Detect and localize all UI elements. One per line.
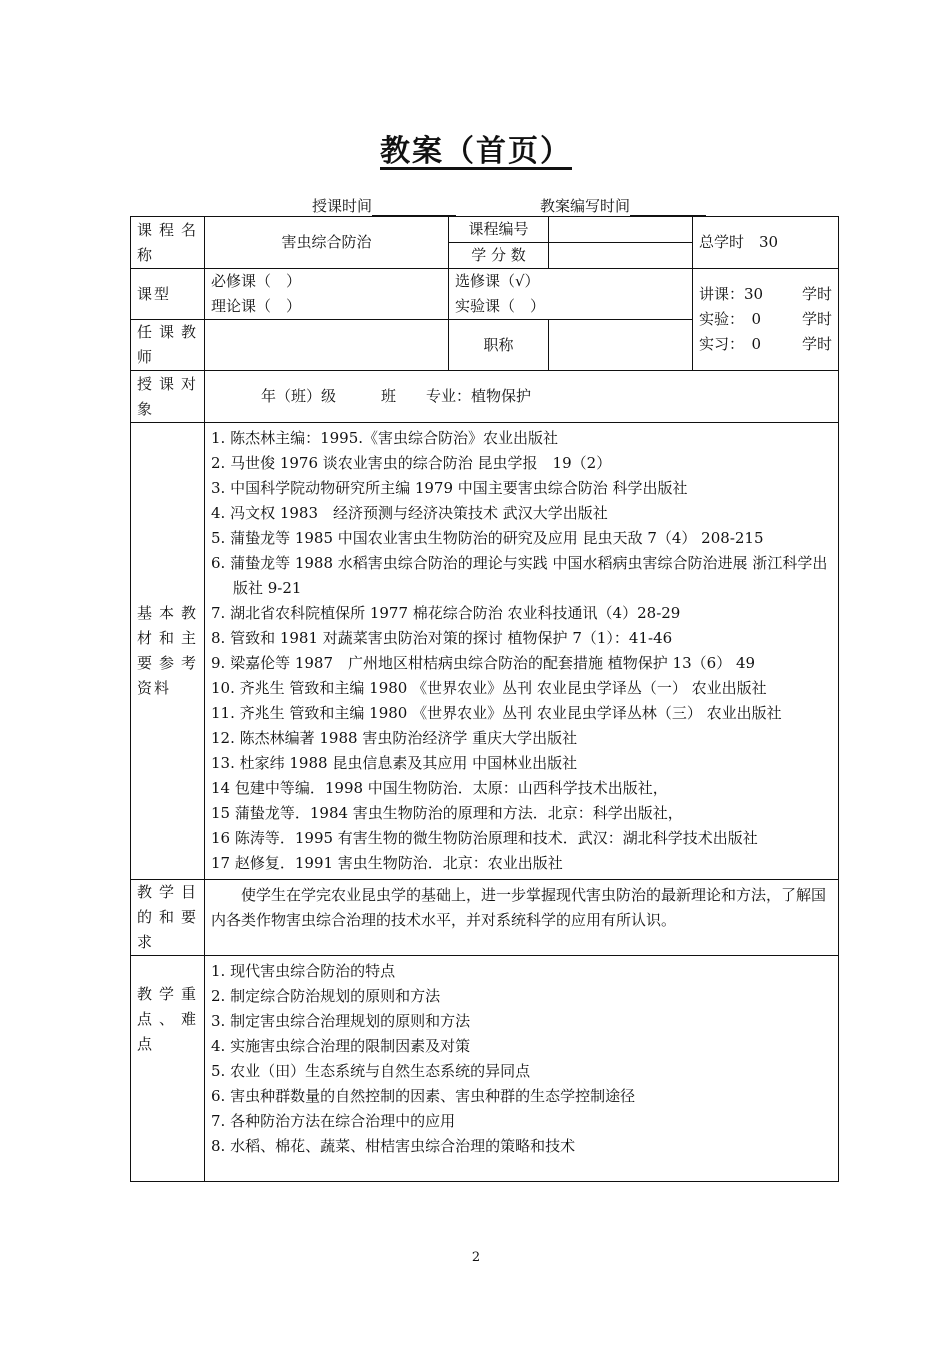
goals-text: 使学生在学完农业昆虫学的基础上，进一步掌握现代害虫防治的最新理论和方法，了解国内各类作物害虫综合治理的技术水平，并对系统科学的应用有所认识。 (211, 886, 827, 929)
list-item: 3. 中国科学院动物研究所主编 1979 中国主要害虫综合防治 科学出版社 (211, 479, 688, 497)
target-value: 年（班）级 班 专业：植物保护 (205, 371, 839, 423)
list-item: 8. 管致和 1981 对蔬菜害虫防治对策的探讨 植物保护 7（1）：41-46 (211, 629, 673, 647)
goals-cell (205, 880, 839, 956)
practice-unit: 学时 (801, 335, 832, 353)
list-item: 1. 现代害虫综合防治的特点 (211, 962, 396, 980)
hours-breakdown (693, 269, 839, 371)
key-points-label: 教学重点、难点 (131, 956, 205, 1182)
page-number: 2 (471, 1250, 481, 1265)
list-item: 1. 陈杰林主编：1995.《害虫综合防治》农业出版社 (211, 429, 559, 447)
key-points-list (211, 956, 832, 1162)
list-item: 6. 蒲蛰龙等 1988 水稻害虫综合防治的理论与实践 中国水稻病虫害综合防治进展 浙江科学出版社 9-21 (211, 554, 828, 597)
type-right-cell (449, 269, 693, 320)
list-item: 2. 马世俊 1976 谈农业害虫的综合防治 昆虫学报 19（2） (211, 454, 612, 472)
teach-time-blank[interactable] (372, 200, 456, 216)
credits-label: 学 分 数 (449, 243, 549, 269)
type-left-cell (205, 269, 449, 320)
key-points-cell (205, 956, 839, 1182)
goals-label: 教学目的和要求 (131, 880, 205, 956)
write-time-label: 教案编写时间 (540, 197, 631, 215)
list-item: 17 赵修复．1991 害虫生物防治．北京：农业出版社 (211, 854, 563, 872)
course-code-value[interactable] (549, 217, 693, 243)
type-label: 课型 (131, 269, 205, 320)
job-title-value[interactable] (549, 320, 693, 371)
lecture-unit: 学时 (801, 285, 832, 303)
list-item: 7. 各种防治方法在综合治理中的应用 (211, 1112, 456, 1130)
target-label: 授课对象 (131, 371, 205, 423)
required-option[interactable]: 必修课（ ） (211, 272, 302, 290)
experiment-unit: 学时 (801, 310, 832, 328)
lecture-hours: 讲课：30 (699, 285, 764, 303)
list-item: 13. 杜家纬 1988 昆虫信息素及其应用 中国林业出版社 (211, 754, 578, 772)
teach-time-line (312, 195, 456, 216)
practice-hours: 实习： 0 (699, 335, 762, 353)
list-item: 11. 齐兆生 管致和主编 1980 《世界农业》丛刊 农业昆虫学译丛林（三） 农业出版社 (211, 704, 782, 722)
list-item: 9. 梁嘉伦等 1987 广州地区柑桔病虫综合防治的配套措施 植物保护 13（6） 49 (211, 654, 756, 672)
credits-value[interactable] (549, 243, 693, 269)
lab-option[interactable]: 实验课（ ） (455, 297, 546, 315)
list-item: 3. 制定害虫综合治理规划的原则和方法 (211, 1012, 471, 1030)
list-item: 6. 害虫种群数量的自然控制的因素、害虫种群的生态学控制途径 (211, 1087, 636, 1105)
teacher-label: 任课教师 (131, 320, 205, 371)
list-item: 7. 湖北省农科院植保所 1977 棉花综合防治 农业科技通讯（4）28-29 (211, 604, 681, 622)
list-item: 4. 实施害虫综合治理的限制因素及对策 (211, 1037, 471, 1055)
materials-cell (205, 423, 839, 880)
lesson-plan-table (130, 216, 839, 1182)
course-code-label: 课程编号 (449, 217, 549, 243)
write-time-blank[interactable] (630, 200, 706, 216)
write-time-line (540, 195, 706, 216)
teacher-value[interactable] (205, 320, 449, 371)
list-item: 16 陈涛等．1995 有害生物的微生物防治原理和技术．武汉：湖北科学技术出版社 (211, 829, 758, 847)
theory-option[interactable]: 理论课（ ） (211, 297, 302, 315)
list-item: 5. 蒲蛰龙等 1985 中国农业害虫生物防治的研究及应用 昆虫天敌 7（4） 208-215 (211, 529, 764, 547)
course-name-label: 课程名称 (131, 217, 205, 269)
list-item: 2. 制定综合防治规划的原则和方法 (211, 987, 441, 1005)
teach-time-label: 授课时间 (312, 197, 373, 215)
list-item: 12. 陈杰林编著 1988 害虫防治经济学 重庆大学出版社 (211, 729, 578, 747)
list-item: 14 包建中等编．1998 中国生物防治．太原：山西科学技术出版社， (211, 779, 668, 797)
elective-option[interactable]: 选修课（√） (455, 272, 540, 290)
page-title: 教案（首页） (380, 134, 572, 169)
materials-label: 基本教材和主要参考资料 (131, 423, 205, 880)
total-hours: 总学时 30 (693, 217, 839, 269)
list-item: 4. 冯文权 1983 经济预测与经济决策技术 武汉大学出版社 (211, 504, 608, 522)
materials-list (211, 423, 832, 879)
experiment-hours: 实验： 0 (699, 310, 762, 328)
course-name-value: 害虫综合防治 (205, 217, 449, 269)
list-item: 5. 农业（田）生态系统与自然生态系统的异同点 (211, 1062, 531, 1080)
list-item: 8. 水稻、棉花、蔬菜、柑桔害虫综合治理的策略和技术 (211, 1137, 576, 1155)
list-item: 10. 齐兆生 管致和主编 1980 《世界农业》丛刊 农业昆虫学译丛（一） 农业出版社 (211, 679, 767, 697)
list-item: 15 蒲蛰龙等．1984 害虫生物防治的原理和方法．北京：科学出版社， (211, 804, 683, 822)
job-title-label: 职称 (449, 320, 549, 371)
